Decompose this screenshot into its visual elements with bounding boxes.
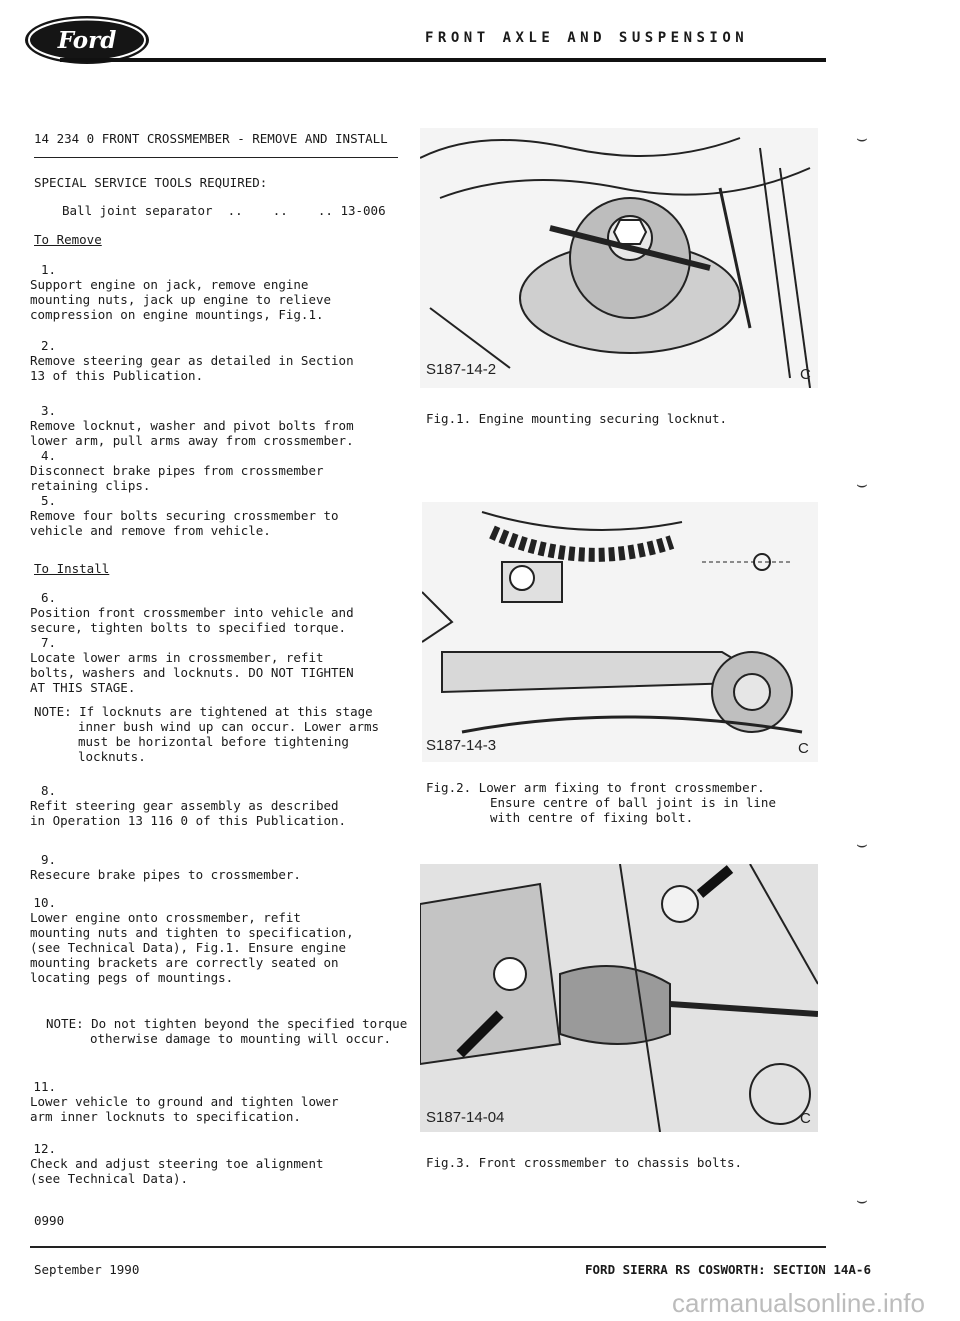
step-text: Refit steering gear assembly as described in Operation 13 116 0 of this Publication. (30, 798, 347, 828)
figure-2-caption-line2: Ensure centre of ball joint is in line (490, 795, 776, 810)
step-number: 11. (33, 1079, 56, 1094)
install-heading: To Install (34, 561, 110, 576)
step-number: 1. (40, 262, 56, 277)
figure-1-engine-mounting (420, 128, 818, 388)
section-title: 14 234 0 FRONT CROSSMEMBER - REMOVE AND INSTALL (34, 131, 388, 146)
step-text: Lower engine onto crossmember, refit mounting nuts and tighten to specification, (see Technical Data), Fig.1. Ensure engine mounting brackets are correctly seated on locating pegs of mountings. (30, 910, 354, 985)
step-text: Support engine on jack, remove engine mounting nuts, jack up engine to relieve compression on engine mountings, Fig.1. (30, 277, 332, 322)
step-text: Remove locknut, washer and pivot bolts from lower arm, pull arms away from crossmember. (30, 418, 354, 448)
step-number: 5. (40, 493, 56, 508)
page-header-title: FRONT AXLE AND SUSPENSION (425, 30, 749, 46)
corner-mark: C (800, 366, 811, 383)
note-1: NOTE: If locknuts are tightened at this stage inner bush wind up can occur. Lower arms must be horizontal before tightening locknuts. (34, 704, 380, 764)
ford-logo-text: Ford (57, 27, 117, 54)
step-11 (30, 1079, 390, 1124)
step-text: Disconnect brake pipes from crossmember retaining clips. (30, 463, 324, 493)
step-text: Locate lower arms in crossmember, refit bolts, washers and locknuts. DO NOT TIGHTEN AT THIS STAGE. (30, 650, 354, 695)
page-code: 0990 (34, 1213, 65, 1228)
step-number: 7. (40, 635, 56, 650)
figure-3-crossmember-bolts (420, 864, 818, 1132)
header-rule (60, 58, 826, 62)
margin-tick-mark: ⌣ (856, 474, 868, 495)
step-text: Remove four bolts securing crossmember to vehicle and remove from vehicle. (30, 508, 339, 538)
tools-heading: SPECIAL SERVICE TOOLS REQUIRED: (34, 175, 268, 190)
step-number: 9. (40, 852, 56, 867)
margin-tick-mark: ⌣ (856, 128, 868, 149)
step-number: 2. (40, 338, 56, 353)
corner-mark: C (798, 740, 809, 757)
step-6 (30, 590, 390, 635)
step-number: 3. (40, 403, 56, 418)
step-text: Resecure brake pipes to crossmember. (30, 867, 301, 882)
figure-code: S187-14-3 (426, 737, 497, 754)
figure-code: S187-14-2 (426, 361, 497, 378)
margin-tick-mark: ⌣ (856, 834, 868, 855)
step-text: Remove steering gear as detailed in Section 13 of this Publication. (30, 353, 354, 383)
figure-1-caption: Fig.1. Engine mounting securing locknut. (426, 411, 728, 426)
step-9 (30, 852, 390, 882)
footer-rule (30, 1246, 826, 1248)
remove-heading: To Remove (34, 232, 102, 247)
step-5 (30, 493, 390, 538)
tool-line: Ball joint separator .. .. .. 13-006 (62, 203, 386, 218)
step-4 (30, 448, 390, 493)
step-2 (30, 338, 390, 383)
figure-2-lower-arm (422, 502, 818, 762)
note-2: NOTE: Do not tighten beyond the specified torque otherwise damage to mounting will occur. (46, 1016, 408, 1046)
step-text: Position front crossmember into vehicle and secure, tighten bolts to specified torque. (30, 605, 354, 635)
watermark: carmanualsonline.info (672, 1288, 925, 1318)
section-title-rule (34, 157, 398, 158)
step-number: 6. (40, 590, 56, 605)
step-number: 10. (33, 895, 56, 910)
step-number: 8. (40, 783, 56, 798)
corner-mark: C (800, 1110, 811, 1127)
figure-2-caption-line1: Fig.2. Lower arm fixing to front crossmember. (426, 780, 765, 795)
step-12 (30, 1141, 390, 1186)
step-10 (30, 895, 390, 985)
step-3 (30, 403, 390, 448)
figure-2-caption-line3: with centre of fixing bolt. (490, 810, 694, 825)
step-text: Lower vehicle to ground and tighten lower arm inner locknuts to specification. (30, 1094, 339, 1124)
step-8 (30, 783, 390, 828)
footer-publication: FORD SIERRA RS COSWORTH: SECTION 14A-6 (585, 1262, 871, 1277)
footer-date: September 1990 (34, 1262, 140, 1277)
step-number: 12. (33, 1141, 56, 1156)
step-7 (30, 635, 390, 695)
step-text: Check and adjust steering toe alignment (see Technical Data). (30, 1156, 324, 1186)
figure-code: S187-14-04 (426, 1109, 505, 1126)
step-number: 4. (40, 448, 56, 463)
margin-tick-mark: ⌣ (856, 1190, 868, 1211)
figure-3-caption: Fig.3. Front crossmember to chassis bolts. (426, 1155, 743, 1170)
step-1 (30, 262, 390, 322)
